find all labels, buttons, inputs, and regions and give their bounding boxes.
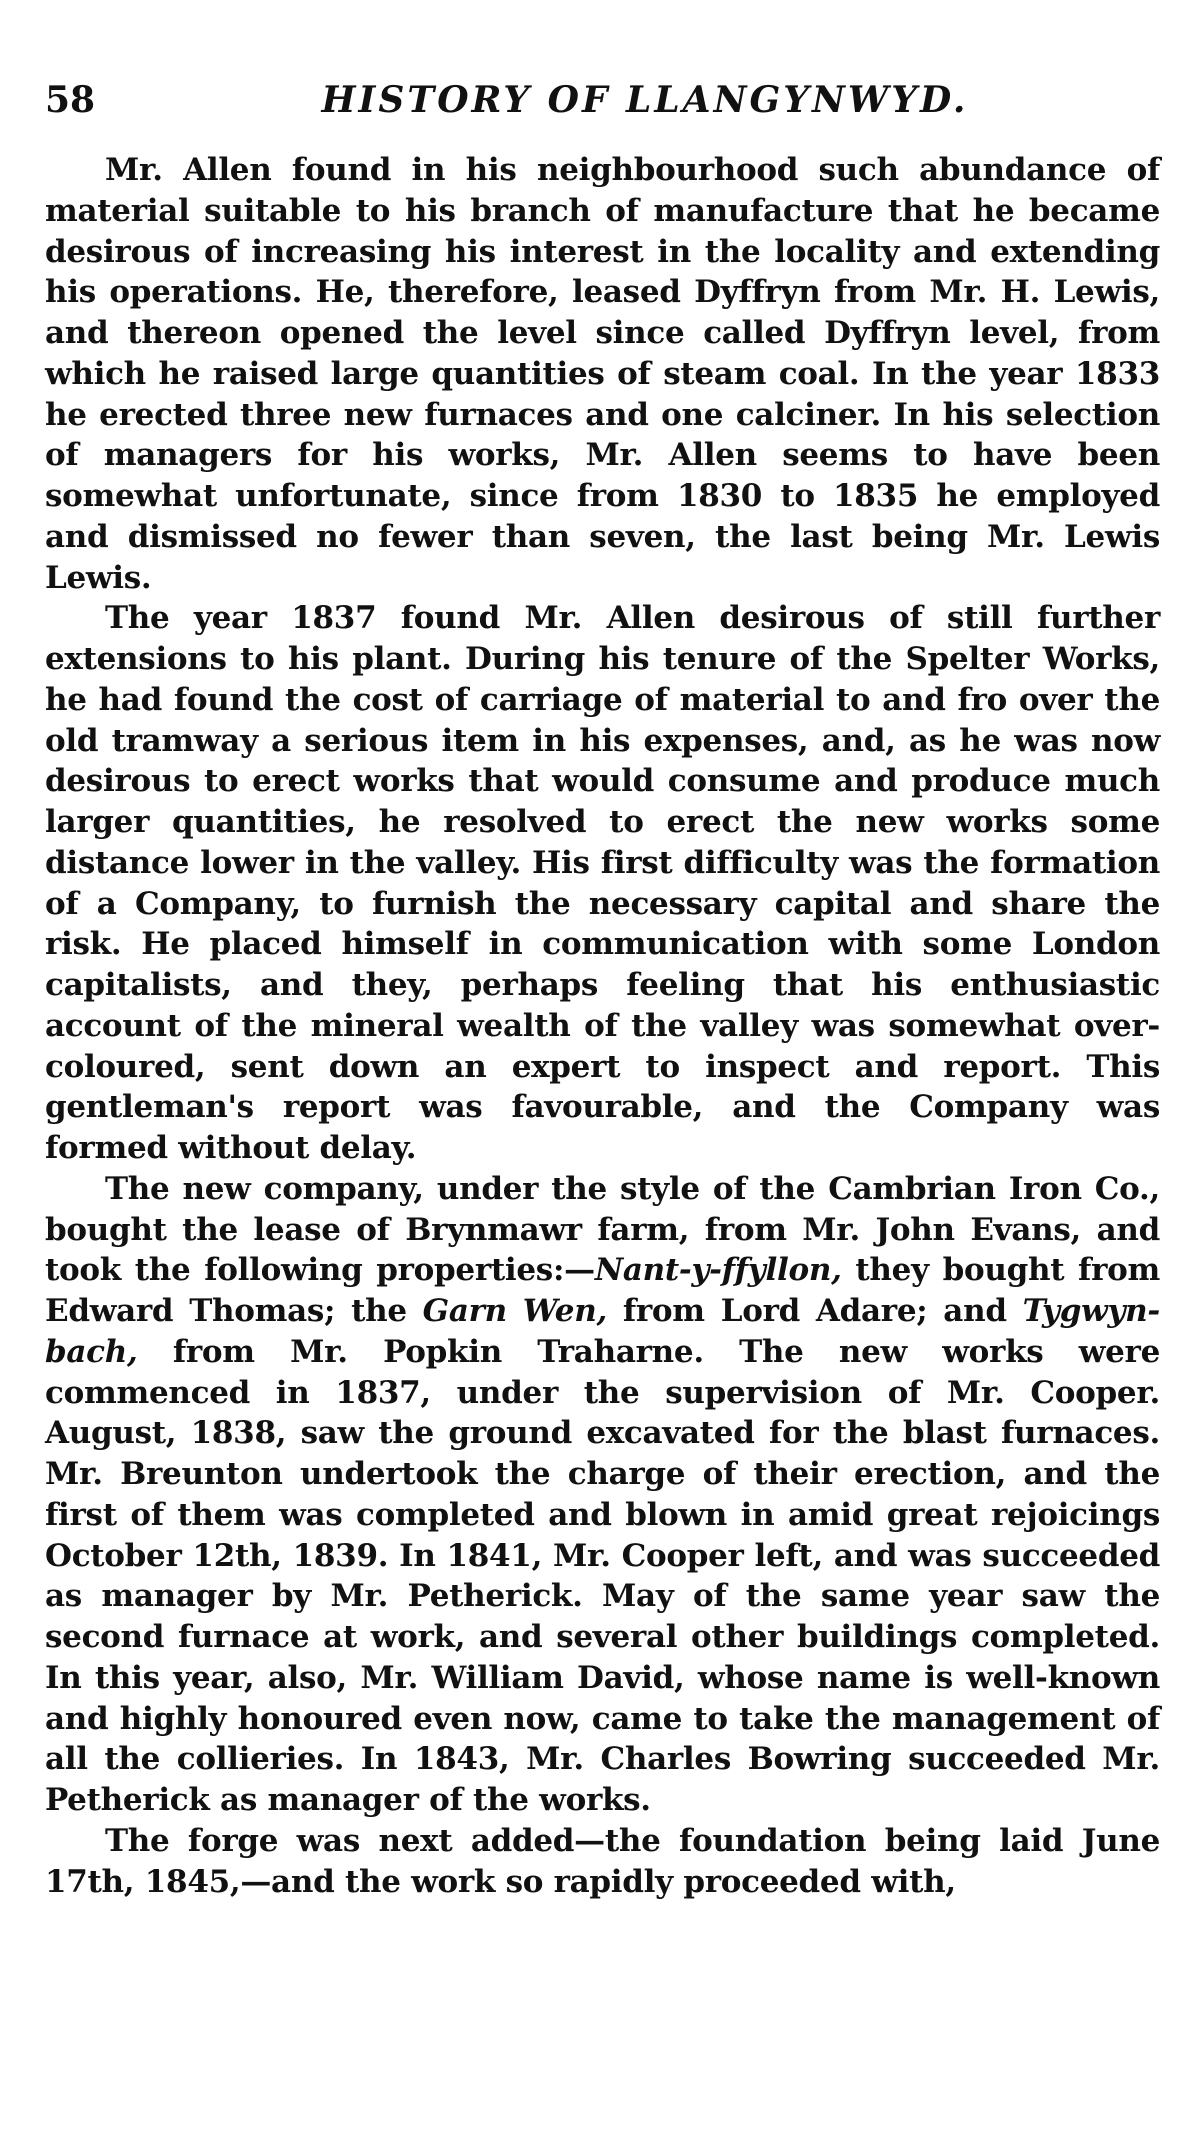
place-name-garn-wen: Garn Wen, (422, 1293, 607, 1329)
paragraph-text-part: from Mr. Popkin Traharne. The new works were commenced in 1837, under the supervision of Mr. Cooper. August, 1838, saw the ground excavated for the blast furnaces. Mr. Breunton undertook the charge of their erection, and the first of them was completed and blown in amid great rejoicings October 12th, 1839. In 1841, Mr. Cooper left, and was succeeded as manager by Mr. Petherick. May of the same year saw the second furnace at work, and several other buildings completed. In this year, also, Mr. William David, whose name is well-known and highly honoured even now, came to take the management of all the collieries. In 1843, Mr. Charles Bowring succeeded Mr. Petherick as manager of the works. (45, 1333, 1160, 1818)
body-text (45, 150, 1160, 1902)
paragraph-forge: The forge was next added—the foundation being laid June 17th, 1845,—and the work so rapidly proceeded with, (45, 1822, 1160, 1900)
paragraph-cambrian-iron-co (45, 1169, 1160, 1821)
page-number: 58 (45, 79, 96, 121)
paragraph-allen-dyffryn: Mr. Allen found in his neighbourhood such abundance of material suitable to his branch of manufacture that he became desirous of increasing his interest in the locality and extending his operations. He, therefore, leased Dyffryn from Mr. H. Lewis, and thereon opened the level since called Dyffryn level, from which he raised large quantities of steam coal. In the year 1833 he erected three new furnaces and one calciner. In his selection of managers for his works, Mr. Allen seems to have been somewhat unfortunate, since from 1830 to 1835 he employed and dismissed no fewer than seven, the last being Mr. Lewis Lewis. (45, 152, 1160, 596)
paragraph-text-part: The new company, under the style of the Cambrian Iron Co., bought the lease of Brynmawr farm, from Mr. John Evans, and took the following properties:— (45, 1170, 1160, 1289)
paragraph-text-part: they bought from Edward Thomas; the (45, 1252, 1160, 1329)
paragraph-text-part: from Lord Adare; and (606, 1293, 1023, 1329)
place-name-tygwyn-bach: Tygwyn-bach, (45, 1293, 1160, 1370)
place-name-nant-y-ffyllon: Nant-y-ffyllon, (594, 1252, 842, 1289)
running-head: HISTORY OF LLANGYNWYD. (321, 79, 969, 121)
paragraph-company-formation: The year 1837 found Mr. Allen desirous of still further extensions to his plant. During his tenure of the Spelter Works, he had found the cost of carriage of material to and fro over the old tramway a serious item in his expenses, and, as he was now desirous to erect works that would consume and produce much larger quantities, he resolved to erect the new works some distance lower in the valley. His first difficulty was the formation of a Company, to furnish the necessary capital and share the risk. He placed himself in communication with some London capitalists, and they, perhaps feeling that his enthusiastic account of the mineral wealth of the valley was somewhat over-coloured, sent down an expert to inspect and report. This gentleman's report was favourable, and the Company was formed without delay. (45, 600, 1160, 1166)
page-header (45, 70, 1155, 130)
